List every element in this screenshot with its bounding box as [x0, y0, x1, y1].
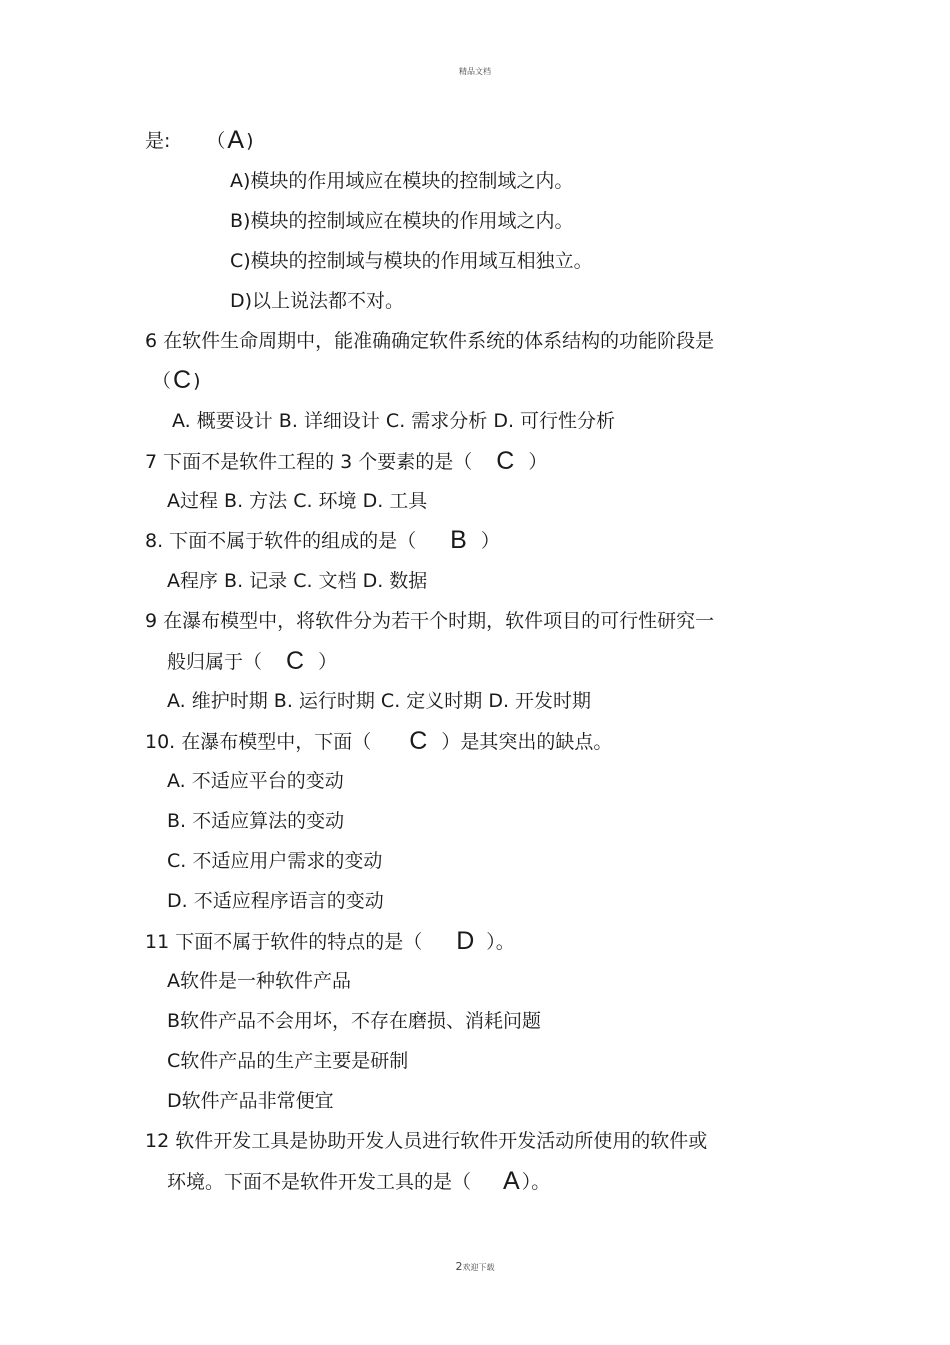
q12-stem-cont — [167, 1168, 550, 1195]
q5-option-b: B)模块的控制域应在模块的作用域之内。 — [230, 210, 574, 232]
q11-answer: D — [456, 927, 475, 955]
q7-stem-text: 7 下面不是软件工程的 3 个要素的是（ — [145, 451, 473, 473]
q12-stem: 12 软件开发工具是协助开发人员进行软件开发活动所使用的软件或 — [145, 1130, 708, 1152]
footer-text: 欢迎下载 — [462, 1263, 495, 1272]
q11-stem-text: 11 下面不属于软件的特点的是（ — [145, 931, 423, 953]
q9-options: A. 维护时期 B. 运行时期 C. 定义时期 D. 开发时期 — [167, 690, 592, 712]
q9-stem-cont — [167, 648, 337, 675]
page-header: 精品文档 — [459, 67, 491, 76]
q10-option-d: D. 不适应程序语言的变动 — [167, 890, 384, 912]
q12-stem-tail: ）。 — [521, 1171, 551, 1193]
q8-options: A程序 B. 记录 C. 文档 D. 数据 — [167, 570, 428, 592]
q6-answer-line — [152, 367, 201, 394]
q7-close-paren: ） — [528, 451, 548, 473]
q8-stem — [145, 527, 500, 554]
q11-option-a: A软件是一种软件产品 — [167, 970, 351, 992]
q5-answer: A — [227, 126, 245, 154]
q5-option-c: C)模块的控制域与模块的作用域互相独立。 — [230, 250, 593, 272]
q11-stem — [145, 928, 515, 955]
q5-close-paren: ) — [246, 130, 254, 152]
q10-option-b: B. 不适应算法的变动 — [167, 810, 345, 832]
q6-stem: 6 在软件生命周期中，能准确确定软件系统的体系结构的功能阶段是 — [145, 330, 715, 352]
q12-stem-text: 环境。下面不是软件开发工具的是（ — [167, 1171, 472, 1193]
q8-answer: B — [450, 526, 467, 554]
q5-stem-end — [145, 127, 254, 154]
q6-options: A. 概要设计 B. 详细设计 C. 需求分析 D. 可行性分析 — [172, 410, 616, 432]
q10-stem-text: 10. 在瀑布模型中，下面（ — [145, 731, 372, 753]
q11-option-d: D软件产品非常便宜 — [167, 1090, 334, 1112]
q5-stem-text: 是: — [145, 130, 171, 152]
q10-option-a: A. 不适应平台的变动 — [167, 770, 344, 792]
q10-stem-tail: ）是其突出的缺点。 — [441, 731, 613, 753]
q8-close-paren: ） — [480, 530, 500, 552]
q9-answer: C — [286, 647, 305, 675]
q6-open-paren: （ — [152, 370, 172, 392]
q10-option-c: C. 不适应用户需求的变动 — [167, 850, 383, 872]
page-number: 2 — [455, 1260, 463, 1273]
q6-close-paren: ) — [193, 370, 201, 392]
q9-stem: 9 在瀑布模型中，将软件分为若干个时期，软件项目的可行性研究一 — [145, 610, 715, 632]
q5-open-paren: （ — [206, 130, 226, 152]
q12-answer: A — [503, 1167, 520, 1195]
q10-answer: C — [409, 727, 428, 755]
q9-close-paren: ） — [318, 651, 338, 673]
q9-stem-text: 般归属于（ — [167, 651, 263, 673]
q10-stem — [145, 728, 612, 755]
q6-answer: C — [173, 366, 192, 394]
q5-option-a: A)模块的作用域应在模块的控制域之内。 — [230, 170, 574, 192]
q7-answer: C — [496, 447, 515, 475]
q8-stem-text: 8. 下面不属于软件的组成的是（ — [145, 530, 417, 552]
q11-option-b: B软件产品不会用坏，不存在磨损、消耗问题 — [167, 1010, 542, 1032]
q7-stem — [145, 448, 547, 475]
q7-options: A过程 B. 方法 C. 环境 D. 工具 — [167, 490, 428, 512]
q5-option-d: D)以上说法都不对。 — [230, 290, 405, 312]
q11-option-c: C软件产品的生产主要是研制 — [167, 1050, 409, 1072]
q11-stem-tail: ）。 — [486, 931, 515, 953]
page-footer — [0, 1260, 950, 1273]
